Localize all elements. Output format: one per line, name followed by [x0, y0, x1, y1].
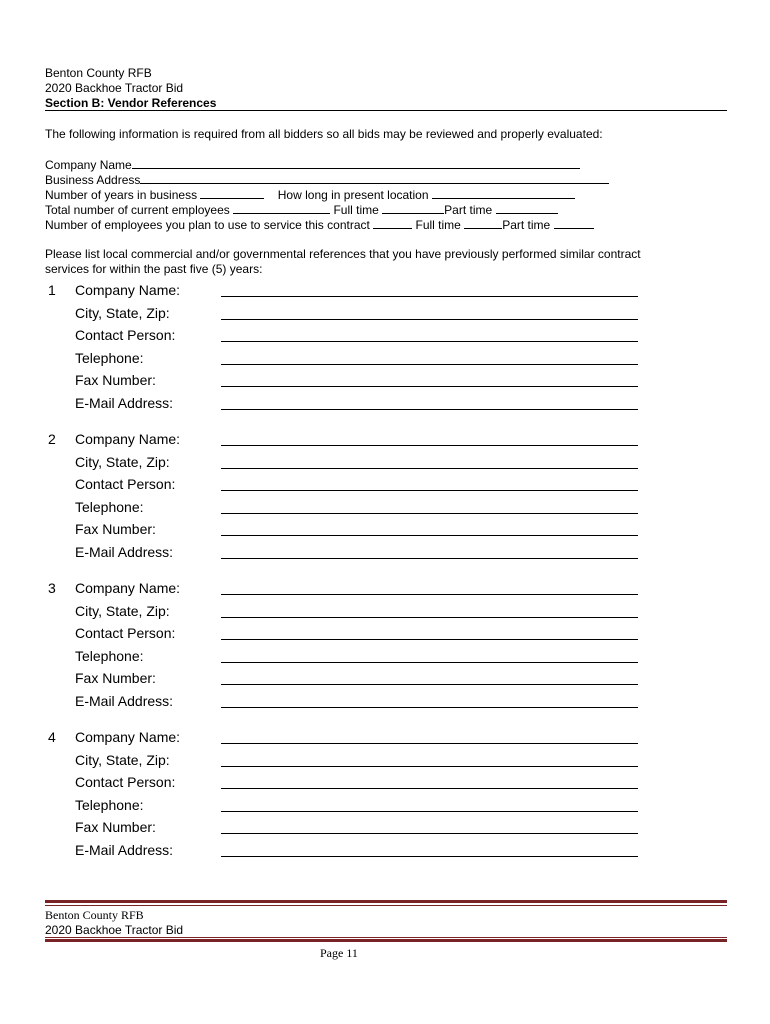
ref-company-field[interactable] — [221, 594, 638, 595]
ref-fax-field[interactable] — [221, 833, 638, 834]
ref-contact-field[interactable] — [221, 788, 638, 789]
ref-city-label: City, State, Zip: — [75, 603, 170, 619]
ref-email-field[interactable] — [221, 707, 638, 708]
ref-fax-field[interactable] — [221, 386, 638, 387]
reference-number: 1 — [48, 282, 56, 298]
service-part-time-field[interactable] — [554, 217, 594, 229]
service-employees-label: Number of employees you plan to use to service this contract — [45, 218, 370, 232]
how-long-field[interactable] — [432, 187, 575, 199]
years-label: Number of years in business — [45, 188, 198, 202]
ref-company-field[interactable] — [221, 743, 638, 744]
footer-rule-top-thin — [45, 905, 727, 906]
total-employees-label: Total number of current employees — [45, 203, 230, 217]
reference-block-2 — [0, 431, 770, 561]
ref-contact-label: Contact Person: — [75, 476, 176, 492]
reference-number: 3 — [48, 580, 56, 596]
ref-email-label: E-Mail Address: — [75, 544, 174, 560]
ref-email-field[interactable] — [221, 558, 638, 559]
ref-telephone-field[interactable] — [221, 513, 638, 514]
reference-block-3 — [0, 580, 770, 710]
references-intro-line1: Please list local commercial and/or governmental references that you have previously performed similar contract — [45, 247, 641, 261]
total-employees-field[interactable] — [233, 202, 330, 214]
section-title: Section B: Vendor References — [45, 96, 217, 110]
header-bid-title: 2020 Backhoe Tractor Bid — [45, 81, 184, 95]
references-intro-line2: services for within the past five (5) years: — [45, 262, 263, 276]
ref-telephone-label: Telephone: — [75, 499, 144, 515]
ref-email-label: E-Mail Address: — [75, 842, 174, 858]
business-address-row — [45, 172, 609, 187]
ref-email-field[interactable] — [221, 856, 638, 857]
ref-city-label: City, State, Zip: — [75, 305, 170, 321]
ref-telephone-field[interactable] — [221, 662, 638, 663]
ref-fax-field[interactable] — [221, 535, 638, 536]
company-name-field[interactable] — [132, 157, 580, 169]
service-employees-field[interactable] — [373, 217, 412, 229]
ref-company-label: Company Name: — [75, 431, 181, 447]
ref-telephone-label: Telephone: — [75, 648, 144, 664]
service-part-time-label: Part time — [502, 218, 551, 232]
part-time-label: Part time — [444, 203, 493, 217]
ref-fax-field[interactable] — [221, 684, 638, 685]
reference-number: 2 — [48, 431, 56, 447]
years-row — [45, 187, 575, 202]
full-time-field[interactable] — [382, 202, 444, 214]
ref-telephone-label: Telephone: — [75, 797, 144, 813]
full-time-label: Full time — [333, 203, 379, 217]
ref-telephone-field[interactable] — [221, 811, 638, 812]
ref-city-field[interactable] — [221, 319, 638, 320]
ref-contact-label: Contact Person: — [75, 625, 176, 641]
years-field[interactable] — [200, 187, 264, 199]
header-rule — [45, 110, 727, 111]
reference-block-1 — [0, 282, 770, 412]
business-address-label: Business Address — [45, 173, 141, 187]
ref-telephone-label: Telephone: — [75, 350, 144, 366]
service-full-time-label: Full time — [415, 218, 461, 232]
ref-city-field[interactable] — [221, 617, 638, 618]
ref-city-field[interactable] — [221, 766, 638, 767]
ref-company-field[interactable] — [221, 296, 638, 297]
ref-contact-field[interactable] — [221, 639, 638, 640]
ref-contact-field[interactable] — [221, 341, 638, 342]
company-name-row — [45, 157, 580, 172]
business-address-field[interactable] — [140, 172, 609, 184]
ref-email-field[interactable] — [221, 409, 638, 410]
ref-company-label: Company Name: — [75, 282, 181, 298]
ref-city-label: City, State, Zip: — [75, 752, 170, 768]
ref-fax-label: Fax Number: — [75, 670, 156, 686]
reference-number: 4 — [48, 729, 56, 745]
ref-fax-label: Fax Number: — [75, 372, 156, 388]
service-employees-row — [45, 217, 594, 232]
ref-contact-label: Contact Person: — [75, 774, 176, 790]
part-time-field[interactable] — [496, 202, 558, 214]
ref-contact-field[interactable] — [221, 490, 638, 491]
company-name-label: Company Name — [45, 158, 132, 172]
ref-fax-label: Fax Number: — [75, 819, 156, 835]
ref-company-label: Company Name: — [75, 580, 181, 596]
header-org: Benton County RFB — [45, 66, 152, 80]
intro-text: The following information is required from all bidders so all bids may be reviewed and properly evaluated: — [45, 127, 603, 141]
reference-block-4 — [0, 729, 770, 859]
footer-rule-top — [45, 900, 727, 903]
how-long-label: How long in present location — [277, 188, 429, 202]
footer-rule-bottom-thin — [45, 937, 727, 938]
ref-email-label: E-Mail Address: — [75, 693, 174, 709]
ref-email-label: E-Mail Address: — [75, 395, 174, 411]
ref-city-label: City, State, Zip: — [75, 454, 170, 470]
ref-fax-label: Fax Number: — [75, 521, 156, 537]
footer-rule-bottom — [45, 939, 727, 942]
ref-company-field[interactable] — [221, 445, 638, 446]
ref-city-field[interactable] — [221, 468, 638, 469]
service-full-time-field[interactable] — [464, 217, 502, 229]
page-number: Page 11 — [320, 946, 358, 960]
footer-bid-title: 2020 Backhoe Tractor Bid — [45, 923, 184, 937]
ref-contact-label: Contact Person: — [75, 327, 176, 343]
footer-org: Benton County RFB — [45, 908, 144, 922]
ref-telephone-field[interactable] — [221, 364, 638, 365]
ref-company-label: Company Name: — [75, 729, 181, 745]
total-employees-row — [45, 202, 558, 217]
